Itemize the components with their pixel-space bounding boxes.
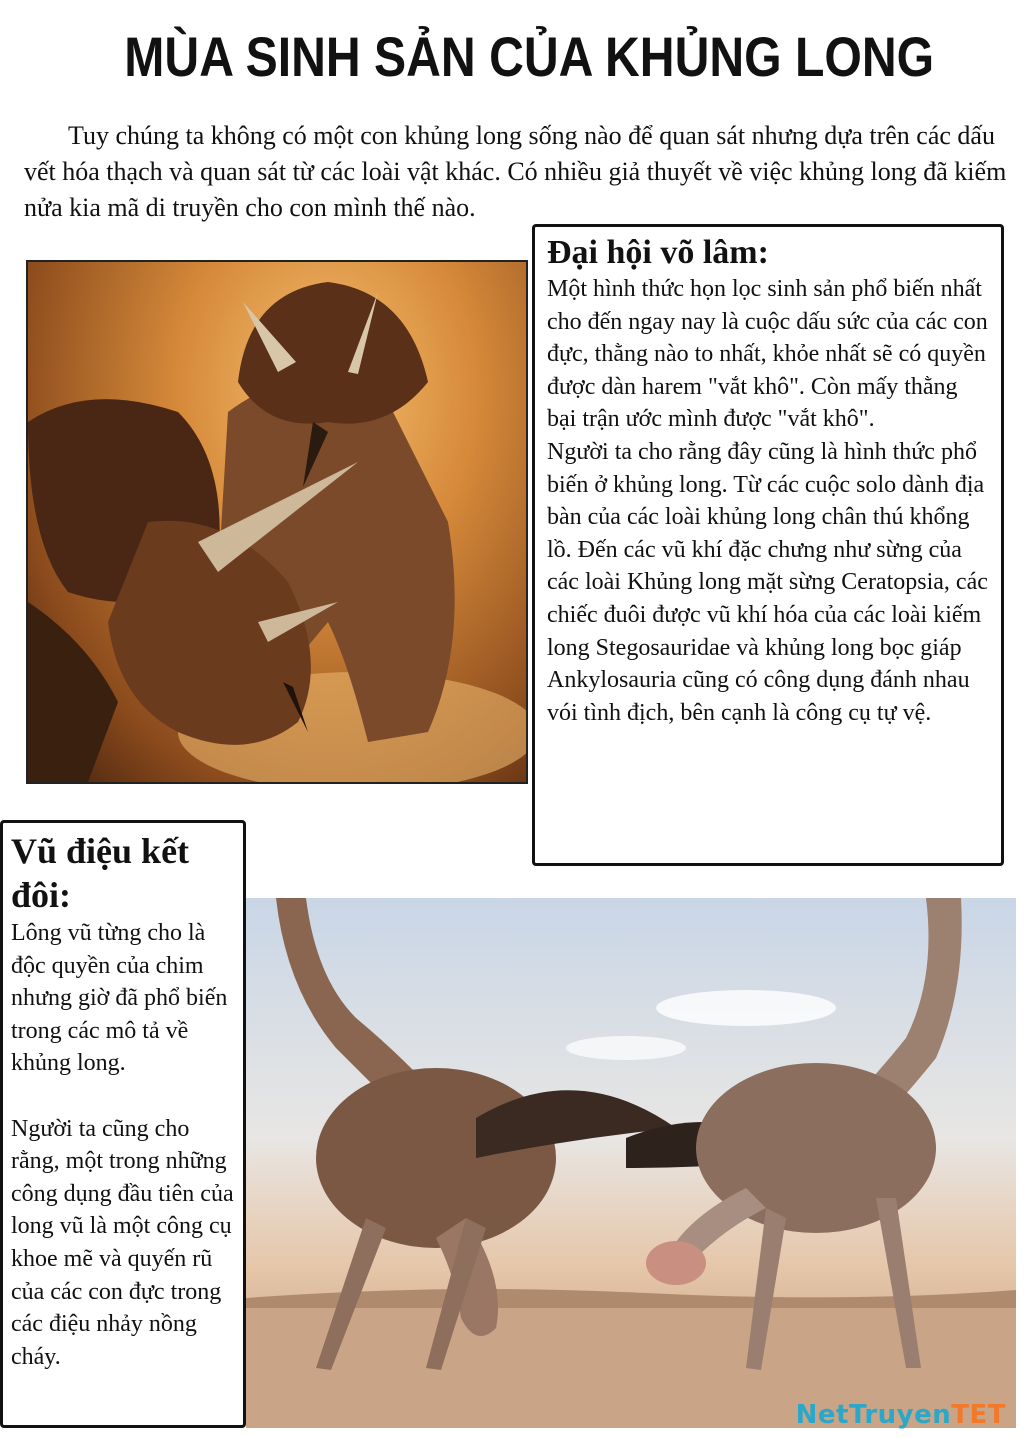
section-heading: Đại hội võ lâm: xyxy=(547,234,769,271)
watermark-part1: NetTruyen xyxy=(795,1400,952,1430)
triceratops-drawing xyxy=(28,262,526,782)
section-heading: Vũ điệu kết đôi: xyxy=(11,831,190,915)
section-vu-dieu-ket-doi xyxy=(0,820,246,1428)
watermark-part2: TET xyxy=(951,1400,1006,1430)
section-text: Lông vũ từng cho là độc quyền của chim nhưng giờ đã phổ biến trong các mô tả về khủng long. Người ta cũng cho rằng, một trong những công dụng đầu tiên của long vũ là một công cụ khoe mẽ và quyến rũ của các con đực trong các điệu nhảy nồng cháy. xyxy=(11,920,234,1370)
page-title: MÙA SINH SẢN CỦA KHỦNG LONG xyxy=(124,25,935,88)
intro-paragraph: Tuy chúng ta không có một con khủng long sống nào để quan sát nhưng dựa trên các dấu vết hóa thạch và quan sát từ các loài vật khác. Có nhiều giả thuyết về việc khủng long đã kiếm nửa kia mã di truyền cho con mình thế nào. xyxy=(24,121,1007,222)
site-watermark xyxy=(796,1400,1006,1430)
section-text: Một hình thức họn lọc sinh sản phổ biến nhất cho đến ngay nay là cuộc dấu sức của các con đực, thằng nào to nhất, khỏe nhất sẽ có quyền được dàn harem "vắt khô". Còn mấy thằng bại trận ước mình được "vắt khô". Người ta cho rằng đây cũng là hình thức phổ biến ở khủng long. Từ các cuộc solo dành địa bàn của các loài khủng long chân thú khổng lồ. Đến các vũ khí đặc chưng như sừng của các loài Khủng long mặt sừng Ceratopsia, các chiếc đuôi được vũ khí hóa của các loài kiếm long Stegosauridae và khủng long bọc giáp Ankylosauria cũng có công dụng đánh nhau vói tình địch, bên cạnh là công cụ tự vệ. xyxy=(547,276,988,726)
feathered-dinosaurs-illustration xyxy=(246,898,1016,1428)
triceratops-fight-illustration xyxy=(26,260,528,784)
section-dai-hoi-vo-lam xyxy=(532,224,1004,866)
feathered-dinosaurs-drawing xyxy=(246,898,1016,1428)
